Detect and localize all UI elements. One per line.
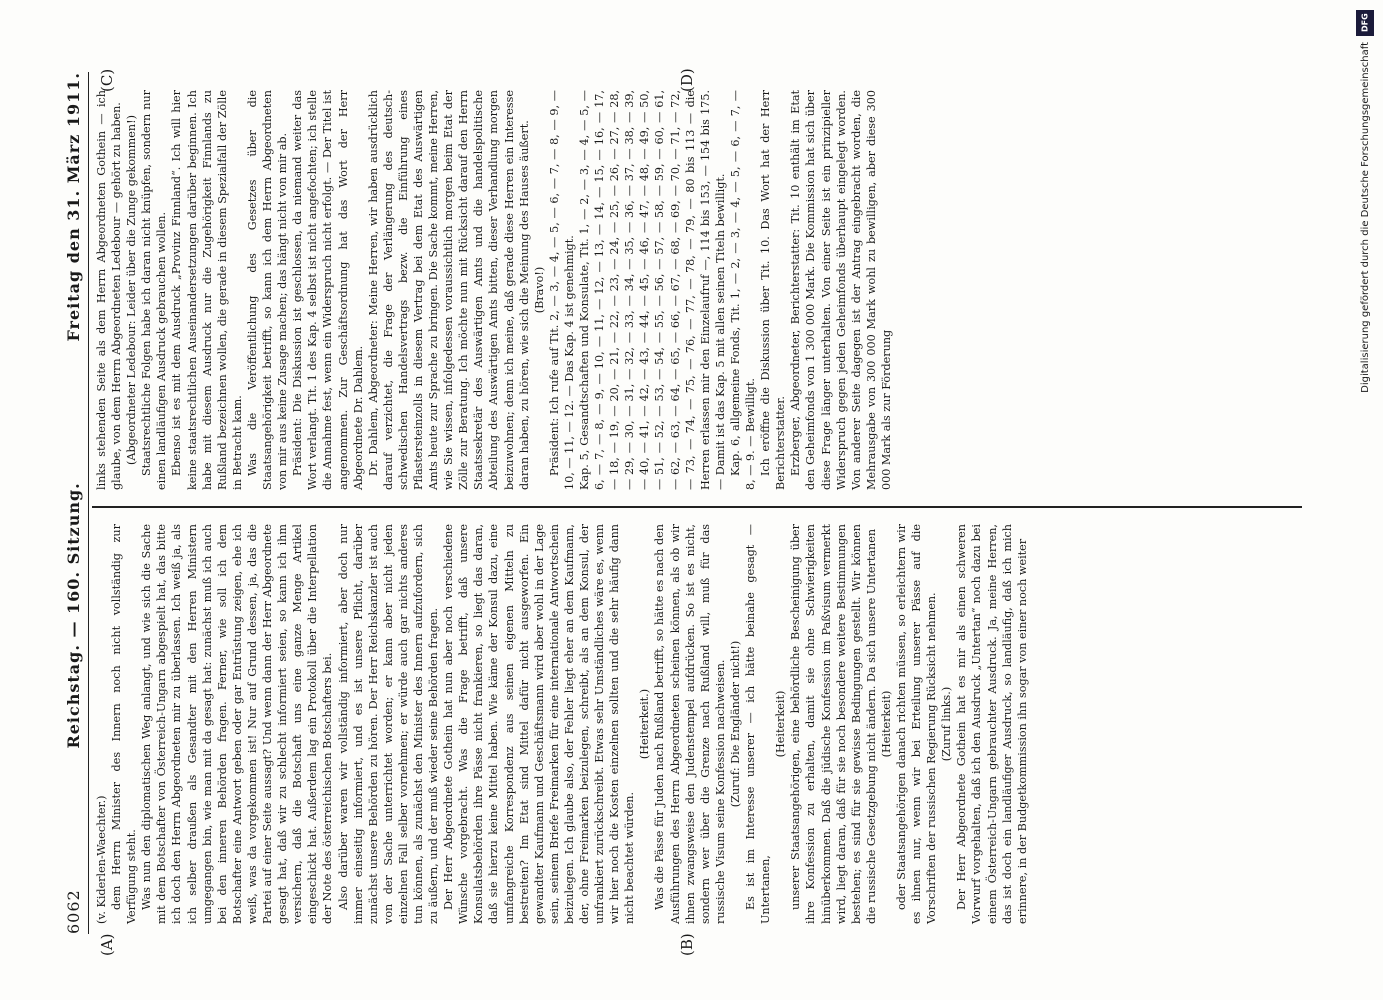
- paragraph: Was nun den diplomatischen Weg anlangt, und wie sich die Sache mit dem Botschafter von Österreich-Ungarn abgespielt hat, das bitte ich doch den Herrn Abgeordneten mir zu überlassen. Ich weiß ja, als ich selber draußen als Gesandter mit den Herren Ministern umgegangen bin, wie man mit da gesagt hat: zunächst muß ich auch bei den inneren Behörden fragen. Ferner, wie soll ich dem Botschafter eine Antwort geben oder gar Entrüstung zeigen, ehe ich weiß, was da vorgekommen ist! Nur auf Grund dessen, ja, das die Partei auf einer Seite aussagt? Und wenn dann der Herr Abgeordnete gesagt hat, daß wir zu schlecht informiert seien, so kann ich ihm versichern, daß die Botschaft uns eine ganze Menge Artikel eingeschickt hat. Außerdem lag ein Protokoll über die Interpellation der Note des österreichischen Botschafters bei.: [140, 524, 335, 924]
- paragraph: Also darüber waren wir vollständig informiert, aber doch nur immer einseitig informiert, und es ist unsere Pflicht, darüber zunächst unsere Behörden zu hören. Der Herr Reichskanzler ist auch von der Sache unterrichtet worden; er kann aber nicht jeden einzelnen Fall selber vornehmen; er würde auch gar nichts anderes tun können, als zunächst den Minister des Innern aufzufordern, sich zu äußern, und der muß wieder seine Behörden fragen.: [336, 524, 441, 924]
- paragraph: Dr. Dahlem, Abgeordneter: Meine Herren, wir haben ausdrücklich darauf verzichtet, die Frage der Verlängerung des deutsch-schwedischen Handelsvertrags bezw. die Einführung eines Pflastersteinzolls in diesem Vertrag bei dem Etat des Auswärtigen Amts heute zur Sprache zu bringen. Die Sache kommt, meine Herren, wie Sie wissen, infolgedessen voraussichtlich morgen beim Etat der Zölle zur Beratung. Ich möchte nun mit Rücksicht darauf den Herrn Staatssekretär des Auswärtigen Amts und die handelspolitische Abteilung des Auswärtigen Amts bitten, dieser Verhandlung morgen beizuwohnen; denn ich meine, daß gerade diese Herren ein Interesse daran haben, zu hören, wie sich die Meinung des Hauses äußert.: [366, 90, 531, 490]
- paragraph: Es ist im Interesse unserer — ich hätte beinahe gesagt — Untertanen,: [744, 524, 773, 924]
- paragraph: (Heiterkeit.): [638, 688, 652, 760]
- paragraph: links stehenden Seite als dem Herrn Abgeordneten Gothein — ich glaube, von dem Herrn Abgeordneten Ledebour — gehört zu haben.: [95, 90, 124, 490]
- session-date: Freitag den 31. März 1911.: [63, 72, 83, 342]
- paragraph: (Heiterkeit): [774, 690, 788, 758]
- page-header: [58, 72, 89, 934]
- paragraph: (Zuruf: Die Engländer nicht!): [728, 640, 742, 808]
- margin-marker-a: (A): [98, 933, 116, 956]
- paragraph: Kap. 5, Gesandtschaften und Konsulate, Tit. 1, — 2, — 3, — 4, — 5, — 6, — 7, — 8, — 9, — 10, — 11, — 12, — 13, — 14, — 15, — 16, — 17, — 18, — 19, — 20, — 21, — 22, — 23, — 24, — 25, — 26, — 27, — 28, — 29, — 30, — 31, — 32, — 33, — 34, — 35, — 36, — 37, — 38, — 39, — 40, — 41, — 42, — 43, — 44, — 45, — 46, — 47, — 48, — 49, — 50, — 51, — 52, — 53, — 54, — 55, — 56, — 57, — 58, — 59, — 60, — 61, — 62, — 63, — 64, — 65, — 66, — 67, — 68, — 69, — 70, — 71, — 72, — 73, — 74, — 75, — 76, — 77, — 78, — 79, — 80 bis 113 — die Herren erlassen mir den Einzelaufruf —, 114 bis 153, — 154 bis 175. — Damit ist das Kap. 5 mit allen seinen Titeln bewilligt.: [578, 90, 727, 490]
- paragraph: Erzberger, Abgeordneter, Berichterstatter: Tit. 10 enthält im Etat den Geheimfonds von 1 300 000 Mark. Die Kommission hat sich über diese Frage länger unterhalten. Von einer Seite ist ein prinzipieller Widerspruch gegen jeden Geheimfonds überhaupt eingelegt worden. Von anderer Seite dagegen ist der Antrag eingebracht worden, die Mehrausgabe von 300 000 Mark wohl zu bewilligen, aber diese 300 000 Mark als zur Förderung: [789, 90, 893, 490]
- paragraph: Was die Pässe für Juden nach Rußland betrifft, so hätte es nach den Ausführungen des Herrn Abgeordneten scheinen können, als ob wir ihnen zwangsweise den Judenstempel aufdrücken. So ist es nicht, sondern wer über die Grenze nach Rußland will, muß für das russische Visum seine Konfession nachweisen.: [653, 524, 727, 924]
- paragraph: oder Staatsangehörigen danach richten müssen, so erleichtern wir es ihnen nur, wenn wir bei Erteilung unserer Pässe auf die Vorschriften der russischen Regierung Rücksicht nehmen.: [894, 524, 939, 924]
- rotated-page-frame: [58, 68, 1308, 956]
- paragraph: unserer Staatsangehörigen, eine behördliche Bescheinigung über ihre Konfession zu erhalten, damit sie ohne Schwierigkeiten hinüberkommen. Daß die jüdische Konfession im Paßvisum vermerkt wird, liegt daran, daß für sie noch besondere weitere Bestimmungen bestehen; es sind für sie gewisse Bedingungen gestellt. Wir können die russische Gesetzgebung nicht ändern. Da sich unsere Untertanen: [789, 524, 878, 924]
- paragraph: (Abgeordneter Ledebour: Leider über die Zunge gekommen!): [125, 115, 139, 465]
- digitization-text: Digitalisierung gefördert durch die Deutsche Forschungsgemeinschaft: [1359, 42, 1371, 393]
- paragraph: Ebenso ist es mit dem Ausdruck „Provinz Finnland“. Ich will hier keine staatsrechtlichen Auseinandersetzungen darüber beginnen. Ich habe mit diesem Ausdruck nur die Zugehörigkeit Finnlands zu Rußland bezeichnen wollen, die gerade in diesem Spezialfall der Zölle in Betracht kam.: [170, 90, 244, 490]
- column-divider: [92, 506, 1302, 508]
- paragraph: Der Herr Abgeordnete Gothein hat nun aber noch verschiedene Wünsche vorgebracht. Was die Frage betrifft, daß unsere Konsulatsbehörden ihre Pässe nicht frankieren, so liegt das daran, daß sie hierzu keine Mittel haben. Wie käme der Konsul dazu, eine umfangreiche Korrespondenz aus seinen eigenen Mitteln zu bestreiten? Im Etat sind Mittel dafür nicht ausgeworfen. Ein gewandter Kaufmann und Geschäftsmann wird aber wohl in der Lage sein, seinem Briefe Freimarken für eine internationale Antwortschein beizulegen. Ich glaube also, der Fehler liegt eher an dem Kaufmann, der, ohne Freimarken beizulegen, schreibt, als an dem Konsul, der unfrankiert zurückschreibt. Etwas sehr Umständliches wäre es, wenn wir hier noch die Kosten einzelnen sollten und die sehr häufig dann nicht beachtet würden.: [442, 524, 637, 924]
- paragraph: Was die Veröffentlichung des Gesetzes über die Staatsangehörigkeit betrifft, so kann ich dem Herrn Abgeordneten von mir aus keine Zusage machen; das hängt nicht von mir ab.: [245, 90, 290, 490]
- paragraph: Der Herr Abgeordnete Gothein hat es mir als einen schweren Vorwurf vorgehalten, daß ich den Ausdruck „Untertan“ noch dazu bei einem Österreich-Ungarn gebrauchter Ausdruck. Ja, meine Herren, das ist doch ein landläufiger Ausdruck, so landläufig, daß ich mich erinnere, in der Budgetkommission ihn sogar von einer noch weiter: [955, 524, 1029, 924]
- session-title: Reichstag. — 160. Sitzung.: [63, 482, 83, 749]
- paragraph: dem Herrn Minister des Innern noch nicht vollständig zur Verfügung steht.: [110, 524, 139, 924]
- paragraph: Staatsrechtliche Folgen habe ich daran nicht knüpfen, sondern nur einen landläufigen Ausdruck gebrauchen wollen.: [140, 90, 169, 490]
- page-number: 6062: [63, 889, 83, 934]
- left-column: [92, 514, 1302, 934]
- paragraph: (Heiterkeit): [879, 690, 893, 758]
- right-column: [92, 80, 1302, 500]
- margin-marker-c: (C): [98, 68, 116, 92]
- page-content: [58, 68, 1308, 956]
- paragraph: Kap. 6, allgemeine Fonds, Tit. 1, — 2, — 3, — 4, — 5, — 6, — 7, — 8, — 9. — Bewilligt.: [728, 90, 758, 490]
- paragraph: (Zuruf links.): [940, 686, 954, 762]
- text-columns: [92, 72, 1302, 934]
- margin-marker-b: (B): [678, 933, 696, 956]
- paragraph: (Bravo!): [532, 266, 546, 314]
- paragraph: Ich eröffne die Diskussion über Tit. 10. Das Wort hat der Herr Berichterstatter.: [759, 90, 788, 490]
- paragraph: Präsident: Ich rufe auf Tit. 2, — 3, — 4, — 5, — 6, — 7, — 8, — 9, — 10, — 11, — 12. — Das Kap. 4 ist genehmigt.: [547, 90, 576, 490]
- dfg-logo: DFG: [1356, 10, 1374, 36]
- paragraph: Präsident: Die Diskussion ist geschlossen, da niemand weiter das Wort verlangt. Tit. 1 des Kap. 4 selbst ist nicht angefochten; ich stelle die Annahme fest, wenn ein Widerspruch nicht erfolgt. — Der Titel ist angenommen. Zur Geschäftsordnung hat das Wort der Herr Abgeordnete Dr. Dahlem.: [291, 90, 365, 490]
- digitization-note: [1351, 10, 1379, 750]
- paragraph: (v. Kiderlen-Waechter.): [95, 795, 108, 924]
- margin-marker-d: (D): [678, 68, 696, 92]
